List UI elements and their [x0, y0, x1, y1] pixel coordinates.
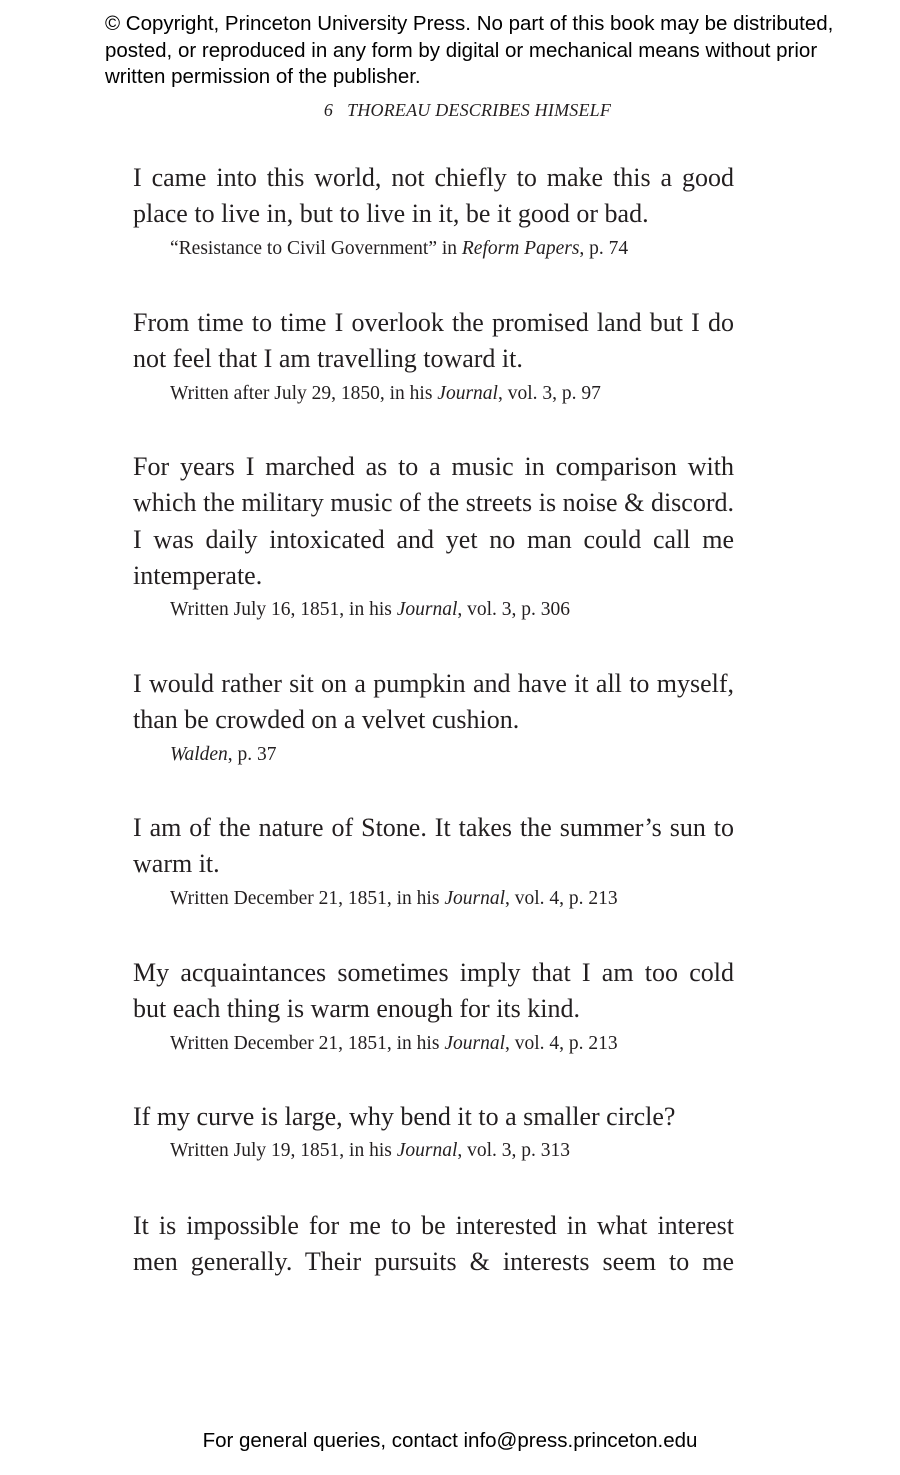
quote-6: [133, 955, 734, 1057]
footer-contact: For general queries, contact info@press.princeton.edu: [202, 1429, 698, 1452]
quote-source: Walden, p. 37: [170, 743, 277, 765]
copyright-notice: © Copyright, Princeton University Press. No part of this book may be distributed, posted, or reproduced in any form by digital or mechanical means without prior written permission of the publisher.: [105, 12, 834, 88]
quote-3: [133, 449, 734, 623]
source-work-title: Journal: [444, 887, 505, 909]
quote-source: “Resistance to Civil Government” in Reform Papers, p. 74: [170, 237, 629, 259]
quote-source: Written after July 29, 1850, in his Journal, vol. 3, p. 97: [170, 382, 601, 404]
quote-text: I would rather sit on a pumpkin and have it all to myself, than be crowded on a velvet cushion.: [133, 669, 734, 735]
running-head: [0, 98, 900, 122]
quote-7: [133, 1099, 734, 1164]
quote-text: If my curve is large, why bend it to a smaller circle?: [133, 1102, 676, 1131]
quote-text: From time to time I overlook the promised land but I do not feel that I am travelling toward it.: [133, 308, 734, 374]
quote-text: It is impossible for me to be interested in what interest men generally. Their pursuits & interests seem to me: [133, 1211, 734, 1277]
quote-1: [133, 160, 734, 262]
source-work-title: Journal: [437, 382, 498, 404]
page-number: 6: [323, 100, 334, 120]
quote-source: Written July 19, 1851, in his Journal, vol. 3, p. 313: [170, 1140, 571, 1162]
quote-source: Written December 21, 1851, in his Journal, vol. 4, p. 213: [170, 887, 618, 909]
source-work-title: Reform Papers: [461, 237, 580, 259]
source-work-title: Journal: [444, 1032, 505, 1054]
quote-text: I came into this world, not chiefly to make this a good place to live in, but to live in it, be it good or bad.: [133, 163, 734, 229]
quote-5: [133, 810, 734, 912]
quote-2: [133, 305, 734, 407]
quote-text: For years I marched as to a music in comparison with which the military music of the streets is noise & discord. I was daily intoxicated and yet no man could call me intemperate.: [133, 452, 734, 590]
source-work-title: Journal: [396, 1140, 458, 1162]
chapter-title: THOREAU DESCRIBES HIMSELF: [347, 100, 612, 120]
quote-4: [133, 666, 734, 768]
quote-text: My acquaintances sometimes imply that I am too cold but each thing is warm enough for its kind.: [133, 958, 734, 1024]
quote-text: I am of the nature of Stone. It takes the summer’s sun to warm it.: [133, 813, 734, 879]
quote-source: Written July 16, 1851, in his Journal, vol. 3, p. 306: [170, 599, 571, 621]
source-work-title: Journal: [396, 599, 458, 621]
quote-8: [133, 1208, 734, 1281]
source-work-title: Walden: [170, 743, 228, 765]
quote-source: Written December 21, 1851, in his Journal, vol. 4, p. 213: [170, 1032, 618, 1054]
